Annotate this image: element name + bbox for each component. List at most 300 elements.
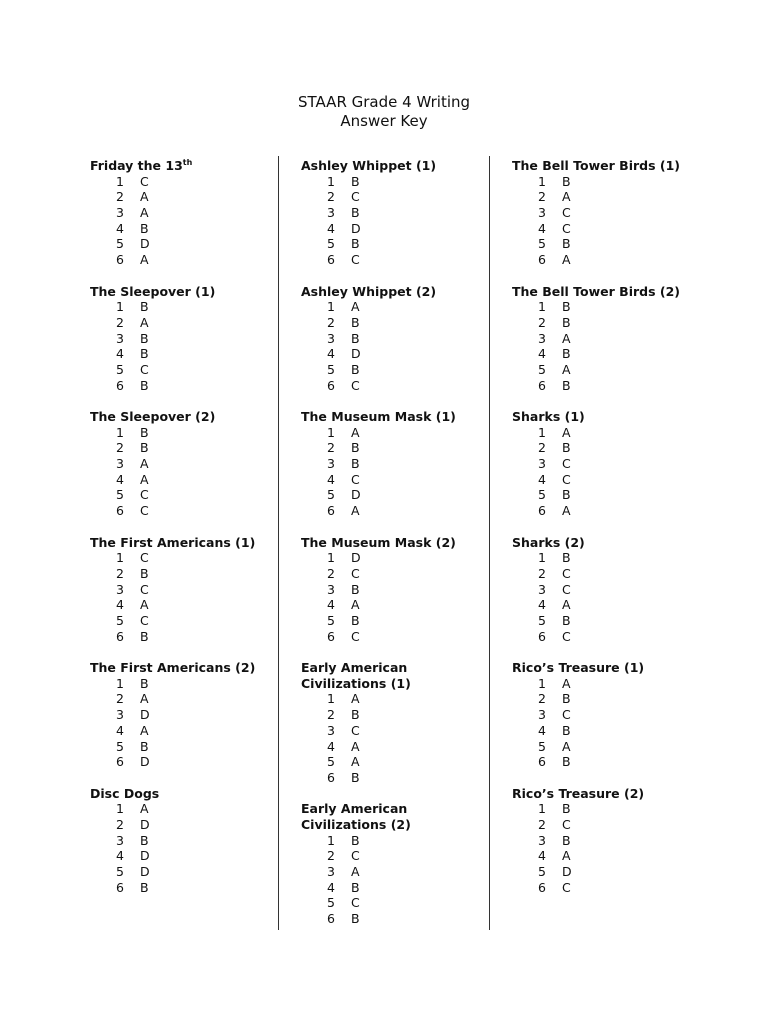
answer-letter: B xyxy=(140,377,149,393)
answer-row xyxy=(301,362,496,378)
answer-row xyxy=(301,691,496,707)
answer-row xyxy=(512,848,707,864)
answer-row xyxy=(301,597,496,613)
answer-section xyxy=(301,158,496,268)
question-number: 2 xyxy=(116,314,124,330)
answer-row xyxy=(512,456,707,472)
answer-letter: B xyxy=(562,440,571,456)
answer-row xyxy=(90,691,285,707)
answer-row xyxy=(90,597,285,613)
answer-row xyxy=(512,221,707,237)
section-title xyxy=(512,158,707,174)
question-number: 1 xyxy=(327,691,335,707)
section-title-text: Rico’s Treasure (2) xyxy=(512,785,645,801)
answer-row xyxy=(301,425,496,441)
answer-row xyxy=(90,503,285,519)
answer-letter: A xyxy=(562,597,571,613)
question-number: 3 xyxy=(327,330,335,346)
answer-letter: B xyxy=(351,879,360,895)
answer-letter: B xyxy=(351,707,360,723)
section-title xyxy=(90,786,285,802)
answer-row xyxy=(512,597,707,613)
section-title-text: Sharks (2) xyxy=(512,534,585,550)
section-title-text: The Bell Tower Birds (1) xyxy=(512,158,681,173)
answer-letter: A xyxy=(562,361,571,377)
question-number: 1 xyxy=(327,424,335,440)
question-number: 4 xyxy=(538,848,546,864)
answer-row xyxy=(512,315,707,331)
section-title-text: The First Americans (1) xyxy=(90,534,256,550)
question-number: 3 xyxy=(538,707,546,723)
question-number: 1 xyxy=(116,801,124,817)
answer-row xyxy=(301,487,496,503)
section-title-text: Friday the 13 xyxy=(90,158,183,173)
answer-row xyxy=(512,801,707,817)
answer-letter: B xyxy=(562,754,571,770)
question-number: 1 xyxy=(116,424,124,440)
section-title-text: The Sleepover (1) xyxy=(90,283,216,299)
question-number: 1 xyxy=(327,550,335,566)
answer-row xyxy=(301,754,496,770)
answer-letter: B xyxy=(351,613,360,628)
question-number: 1 xyxy=(116,173,124,189)
section-title xyxy=(90,409,285,425)
answer-letter: B xyxy=(562,173,571,189)
answer-letter: A xyxy=(140,205,149,221)
section-title-text: The Sleepover (2) xyxy=(90,409,216,425)
answer-row xyxy=(512,346,707,362)
answer-row xyxy=(512,331,707,347)
question-number: 3 xyxy=(538,581,546,597)
answer-letter: C xyxy=(140,503,149,519)
question-number: 3 xyxy=(327,864,335,880)
answer-letter: B xyxy=(562,236,571,252)
answer-letter: A xyxy=(140,456,149,472)
answer-section xyxy=(301,660,496,786)
question-number: 6 xyxy=(116,377,124,393)
answer-letter: B xyxy=(140,832,149,848)
question-number: 5 xyxy=(327,236,335,252)
answer-row xyxy=(301,613,496,629)
answer-row xyxy=(301,236,496,252)
answer-row xyxy=(512,833,707,849)
answer-letter: B xyxy=(351,361,360,377)
answer-letter: B xyxy=(140,440,149,456)
section-title-text: Sharks (1) xyxy=(512,409,585,425)
answer-letter: B xyxy=(562,691,571,707)
question-number: 6 xyxy=(538,377,546,393)
section-title-text: The Museum Mask (2) xyxy=(301,534,456,550)
section-title xyxy=(90,284,285,300)
answer-section xyxy=(512,786,707,896)
answer-letter: D xyxy=(140,707,150,723)
section-title xyxy=(512,284,707,300)
question-number: 2 xyxy=(327,707,335,723)
answer-letter: B xyxy=(140,346,149,362)
question-number: 6 xyxy=(327,503,335,519)
answer-section xyxy=(90,786,285,896)
question-number: 4 xyxy=(327,346,335,362)
answer-letter: B xyxy=(351,440,360,456)
answer-letter: C xyxy=(351,565,360,581)
question-number: 6 xyxy=(116,628,124,644)
answer-letter: B xyxy=(140,299,149,315)
answer-row xyxy=(301,346,496,362)
answer-letter: B xyxy=(562,299,571,315)
question-number: 2 xyxy=(538,691,546,707)
question-number: 5 xyxy=(116,236,124,252)
answer-letter: C xyxy=(140,361,149,377)
answer-row xyxy=(512,189,707,205)
answer-letter: A xyxy=(140,801,149,817)
question-number: 6 xyxy=(538,252,546,268)
question-number: 3 xyxy=(116,456,124,472)
title-line-2: Answer Key xyxy=(340,112,428,130)
answer-row xyxy=(90,205,285,221)
answer-row xyxy=(90,613,285,629)
question-number: 5 xyxy=(538,613,546,628)
answer-letter: D xyxy=(351,346,361,362)
question-number: 3 xyxy=(116,581,124,597)
answer-row xyxy=(512,487,707,503)
question-number: 6 xyxy=(538,503,546,519)
answer-letter: A xyxy=(562,252,571,268)
answer-section xyxy=(512,284,707,394)
section-title xyxy=(301,660,496,691)
answer-letter: A xyxy=(140,314,149,330)
answer-row xyxy=(90,817,285,833)
answer-letter: A xyxy=(562,424,571,440)
answer-row xyxy=(90,723,285,739)
question-number: 5 xyxy=(116,613,124,628)
answer-section xyxy=(301,409,496,519)
answer-row xyxy=(512,754,707,770)
answer-letter: C xyxy=(562,581,571,597)
answer-letter: B xyxy=(562,346,571,362)
question-number: 2 xyxy=(327,848,335,864)
section-title-text: Early American Civilizations (2) xyxy=(301,801,411,832)
answer-section xyxy=(90,284,285,394)
question-number: 2 xyxy=(538,440,546,456)
question-number: 3 xyxy=(327,581,335,597)
answer-section xyxy=(512,535,707,645)
answer-letter: D xyxy=(140,754,150,770)
question-number: 1 xyxy=(116,675,124,691)
question-number: 6 xyxy=(116,754,124,770)
question-number: 1 xyxy=(116,550,124,566)
section-title xyxy=(512,535,707,551)
question-number: 4 xyxy=(116,346,124,362)
question-number: 4 xyxy=(327,879,335,895)
answer-letter: A xyxy=(351,738,360,754)
answer-row xyxy=(301,629,496,645)
question-number: 6 xyxy=(116,503,124,519)
answer-row xyxy=(90,440,285,456)
answer-letter: A xyxy=(562,503,571,519)
answer-letter: C xyxy=(351,252,360,268)
answer-letter: B xyxy=(140,675,149,691)
answer-row xyxy=(90,425,285,441)
answer-letter: C xyxy=(351,189,360,205)
answer-row xyxy=(512,864,707,880)
section-title-superscript: th xyxy=(182,158,193,167)
answer-letter: B xyxy=(562,377,571,393)
answer-letter: C xyxy=(140,613,149,628)
answer-section xyxy=(90,158,285,268)
answer-row xyxy=(90,472,285,488)
question-number: 4 xyxy=(116,597,124,613)
answer-row xyxy=(90,331,285,347)
section-title-text: The First Americans (2) xyxy=(90,660,256,676)
answer-row xyxy=(301,707,496,723)
answer-letter: A xyxy=(140,189,149,205)
answer-letter: C xyxy=(351,848,360,864)
question-number: 2 xyxy=(327,314,335,330)
question-number: 5 xyxy=(327,361,335,377)
section-title xyxy=(512,786,707,802)
question-number: 1 xyxy=(538,299,546,315)
answer-letter: C xyxy=(140,487,149,503)
answer-letter: B xyxy=(351,456,360,472)
answer-letter: B xyxy=(140,628,149,644)
answer-letter: B xyxy=(562,832,571,848)
section-title-text: Ashley Whippet (2) xyxy=(301,283,437,299)
answer-section xyxy=(90,535,285,645)
section-title xyxy=(301,801,496,832)
answer-letter: B xyxy=(562,613,571,628)
answer-letter: B xyxy=(140,879,149,895)
question-number: 2 xyxy=(116,440,124,456)
answer-letter: C xyxy=(351,895,360,911)
answer-letter: A xyxy=(562,330,571,346)
answer-letter: A xyxy=(140,691,149,707)
answer-row xyxy=(301,331,496,347)
question-number: 2 xyxy=(116,189,124,205)
answer-letter: A xyxy=(351,597,360,613)
answer-row xyxy=(90,582,285,598)
answer-row xyxy=(90,378,285,394)
question-number: 4 xyxy=(116,722,124,738)
answer-row xyxy=(512,299,707,315)
section-title xyxy=(90,660,285,676)
question-number: 2 xyxy=(327,440,335,456)
answer-letter: D xyxy=(140,864,150,880)
question-number: 2 xyxy=(327,189,335,205)
section-title xyxy=(90,158,285,174)
question-number: 6 xyxy=(327,252,335,268)
question-number: 2 xyxy=(538,189,546,205)
answer-section xyxy=(512,660,707,770)
answer-row xyxy=(301,440,496,456)
answer-row xyxy=(301,315,496,331)
question-number: 4 xyxy=(538,471,546,487)
section-title-text: Early American Civilizations (1) xyxy=(301,660,411,691)
question-number: 2 xyxy=(327,565,335,581)
answer-letter: C xyxy=(140,173,149,189)
question-number: 5 xyxy=(538,487,546,503)
answer-letter: D xyxy=(140,848,150,864)
question-number: 3 xyxy=(538,456,546,472)
answer-row xyxy=(90,707,285,723)
answer-row xyxy=(90,252,285,268)
answer-row xyxy=(90,848,285,864)
title-line-1: STAAR Grade 4 Writing xyxy=(297,93,471,111)
answer-row xyxy=(512,440,707,456)
answer-row xyxy=(90,362,285,378)
answer-row xyxy=(301,770,496,786)
answer-row xyxy=(512,723,707,739)
question-number: 6 xyxy=(538,628,546,644)
answer-row xyxy=(512,425,707,441)
answer-row xyxy=(301,221,496,237)
question-number: 6 xyxy=(538,879,546,895)
question-number: 4 xyxy=(116,220,124,236)
answer-row xyxy=(90,174,285,190)
answer-row xyxy=(512,362,707,378)
answer-row xyxy=(301,378,496,394)
answer-letter: C xyxy=(562,220,571,236)
section-title-text: Rico’s Treasure (1) xyxy=(512,660,645,676)
answer-row xyxy=(512,613,707,629)
answer-letter: B xyxy=(562,550,571,566)
answer-letter: A xyxy=(351,691,360,707)
question-number: 5 xyxy=(538,738,546,754)
answer-row xyxy=(90,629,285,645)
answer-row xyxy=(512,378,707,394)
answer-row xyxy=(301,864,496,880)
answer-row xyxy=(90,566,285,582)
answer-letter: D xyxy=(351,487,361,503)
question-number: 6 xyxy=(116,252,124,268)
answer-letter: B xyxy=(351,205,360,221)
question-number: 4 xyxy=(327,597,335,613)
question-number: 4 xyxy=(327,220,335,236)
question-number: 3 xyxy=(327,456,335,472)
answer-row xyxy=(90,315,285,331)
answer-row xyxy=(90,880,285,896)
answer-section xyxy=(512,409,707,519)
question-number: 1 xyxy=(538,675,546,691)
answer-row xyxy=(512,629,707,645)
question-number: 1 xyxy=(538,173,546,189)
section-title xyxy=(301,284,496,300)
answer-column-1 xyxy=(90,158,285,911)
answer-row xyxy=(512,503,707,519)
answer-letter: D xyxy=(351,220,361,236)
answer-row xyxy=(301,566,496,582)
page-title xyxy=(0,93,768,131)
answer-row xyxy=(90,550,285,566)
section-title-text: The Bell Tower Birds (2) xyxy=(512,283,681,299)
answer-row xyxy=(301,252,496,268)
answer-letter: A xyxy=(351,299,360,315)
question-number: 2 xyxy=(116,816,124,832)
answer-row xyxy=(301,723,496,739)
answer-row xyxy=(301,472,496,488)
section-title-text: Ashley Whippet (1) xyxy=(301,158,437,173)
answer-row xyxy=(512,880,707,896)
answer-column-3 xyxy=(512,158,707,911)
answer-row xyxy=(301,174,496,190)
answer-row xyxy=(90,676,285,692)
question-number: 3 xyxy=(538,205,546,221)
answer-row xyxy=(512,676,707,692)
answer-letter: C xyxy=(562,628,571,644)
section-title-text: Disc Dogs xyxy=(90,785,160,801)
answer-column-2 xyxy=(301,158,496,943)
answer-letter: C xyxy=(562,471,571,487)
answer-letter: C xyxy=(351,628,360,644)
answer-letter: A xyxy=(140,597,149,613)
answer-row xyxy=(90,739,285,755)
question-number: 5 xyxy=(116,738,124,754)
question-number: 3 xyxy=(327,205,335,221)
answer-letter: D xyxy=(140,816,150,832)
answer-row xyxy=(512,817,707,833)
answer-section xyxy=(512,158,707,268)
question-number: 6 xyxy=(327,911,335,927)
question-number: 3 xyxy=(538,330,546,346)
answer-row xyxy=(90,487,285,503)
question-number: 5 xyxy=(327,613,335,628)
answer-row xyxy=(301,205,496,221)
answer-letter: B xyxy=(351,173,360,189)
answer-row xyxy=(512,582,707,598)
answer-row xyxy=(512,205,707,221)
question-number: 3 xyxy=(116,205,124,221)
question-number: 5 xyxy=(116,487,124,503)
answer-letter: C xyxy=(562,816,571,832)
answer-letter: C xyxy=(562,456,571,472)
answer-letter: A xyxy=(562,738,571,754)
section-title-text: The Museum Mask (1) xyxy=(301,409,456,425)
question-number: 1 xyxy=(327,299,335,315)
answer-row xyxy=(301,503,496,519)
answer-letter: B xyxy=(140,565,149,581)
question-number: 4 xyxy=(538,722,546,738)
answer-row xyxy=(301,833,496,849)
answer-letter: B xyxy=(140,738,149,754)
question-number: 6 xyxy=(538,754,546,770)
question-number: 2 xyxy=(116,691,124,707)
answer-row xyxy=(512,472,707,488)
answer-letter: C xyxy=(562,205,571,221)
answer-row xyxy=(301,299,496,315)
answer-row xyxy=(512,252,707,268)
answer-section xyxy=(301,535,496,645)
answer-letter: D xyxy=(351,550,361,566)
section-title xyxy=(301,158,496,174)
answer-letter: B xyxy=(562,722,571,738)
answer-letter: A xyxy=(140,722,149,738)
answer-letter: D xyxy=(562,864,572,880)
answer-row xyxy=(301,456,496,472)
answer-letter: C xyxy=(140,550,149,566)
answer-row xyxy=(90,346,285,362)
answer-row xyxy=(512,236,707,252)
answer-letter: C xyxy=(351,471,360,487)
answer-letter: C xyxy=(562,565,571,581)
answer-letter: A xyxy=(562,189,571,205)
answer-row xyxy=(512,739,707,755)
question-number: 5 xyxy=(538,361,546,377)
answer-letter: A xyxy=(562,848,571,864)
question-number: 2 xyxy=(538,565,546,581)
question-number: 4 xyxy=(327,738,335,754)
answer-section xyxy=(301,801,496,927)
question-number: 1 xyxy=(538,550,546,566)
question-number: 5 xyxy=(327,754,335,770)
